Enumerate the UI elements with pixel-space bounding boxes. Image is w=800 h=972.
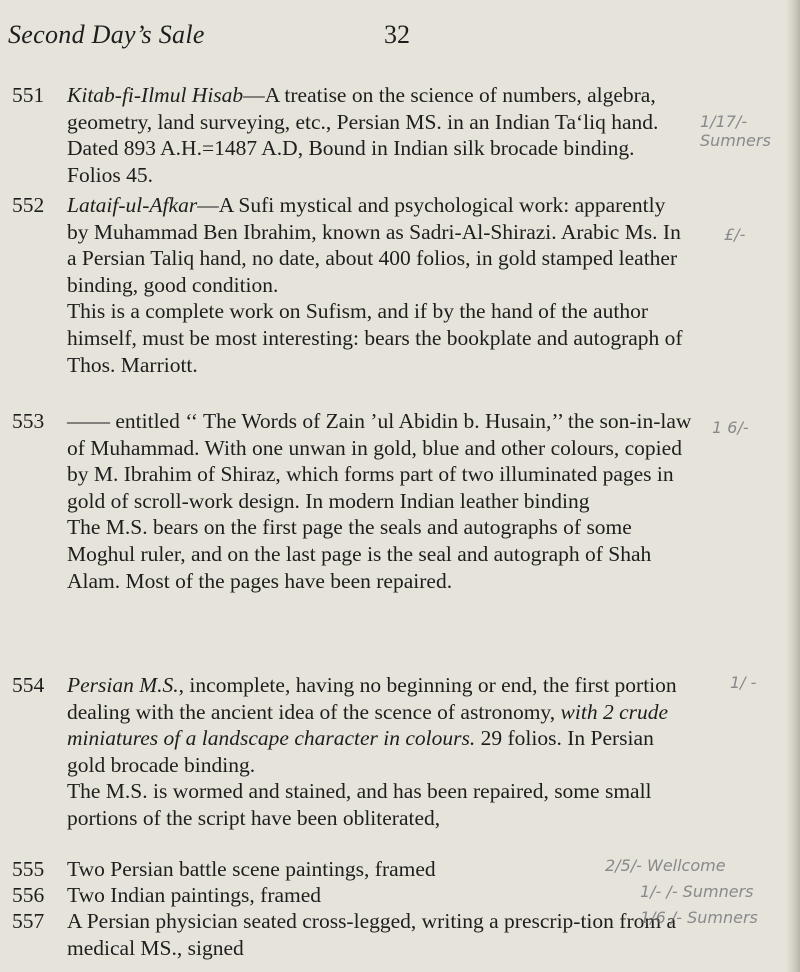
margin-note-555: 2/5/- Wellcome: [605, 856, 726, 875]
lot-note: The M.S. is wormed and stained, and has been repaired, some small portions of the script have been obliterated,: [67, 779, 652, 830]
lot-551: [12, 82, 692, 188]
lot-description: [67, 192, 692, 298]
lot-number: 557: [12, 909, 45, 933]
lot-description: —— entitled ‘‘ The Words of Zain ’ul Abidin b. Husain,’’ the son-in-law of Muhammad. With one unwan in gold, blue and other colours, copied by M. Ibrahim of Shiraz, which forms part of two illuminated pages in gold of scroll-work design. In modern Indian leather binding: [67, 409, 692, 513]
lot-text: —A Sufi mystical and psychological work: apparently by Muhammad Ben Ibrahim, known as Sadri-Al-Shirazi. Arabic Ms. In a Persian Taliq hand, no date, about 400 folios, in gold stamped leather binding, good condition.: [67, 193, 681, 297]
lot-title: Lataif-ul-Afkar: [67, 193, 198, 217]
margin-note-553: 1 6/-: [712, 418, 749, 437]
lot-title: Kitab-fi-Ilmul Hisab: [67, 83, 244, 107]
lot-number: 553: [12, 409, 45, 433]
lot-number: 551: [12, 83, 45, 107]
lot-553: [12, 408, 692, 594]
lot-note: The M.S. bears on the first page the seals and autographs of some Moghul ruler, and on the last page is the seal and autograph of Shah Alam. Most of the pages have been repaired.: [67, 515, 652, 593]
running-title: Second Day’s Sale: [8, 20, 205, 49]
lot-number: 552: [12, 193, 45, 217]
lot-text-italic: with 2 crude miniatures of a landscape character in colours.: [67, 699, 669, 751]
lot-555: [12, 856, 692, 883]
lot-description: Two Indian paintings, framed: [67, 883, 322, 907]
lot-description: [67, 672, 692, 778]
page-number: 32: [384, 20, 410, 49]
lot-description: A Persian physician seated cross-legged, writing a prescrip-tion from a medical MS., signed: [67, 909, 676, 960]
margin-note-554: 1/ -: [730, 673, 757, 692]
lot-description: [67, 82, 692, 188]
margin-note-551: 1/17/- Sumners: [700, 112, 771, 150]
lot-text: 29 folios. In Persian gold brocade binding.: [67, 726, 654, 777]
lot-number: 556: [12, 883, 45, 907]
lot-number: 555: [12, 857, 45, 881]
margin-note-557: 1/6 /- Sumners: [640, 908, 758, 927]
page-header: [8, 20, 768, 64]
lot-title: Persian M.S.: [67, 673, 179, 697]
lot-number: 554: [12, 673, 45, 697]
lot-552: [12, 192, 692, 378]
lot-text: —A treatise on the science of numbers, algebra, geometry, land surveying, etc., Persian MS. in an Indian Ta‘liq hand. Dated 893 A.H.=1487 A.D, Bound in Indian silk brocade binding. Folios 45.: [67, 83, 659, 187]
lot-description: Two Persian battle scene paintings, framed: [67, 857, 436, 881]
lot-text: , incomplete, having no beginning or end, the first portion dealing with the ancient idea of the scence of astronomy,: [67, 673, 677, 724]
lot-556: [12, 882, 692, 909]
margin-note-552: £/-: [724, 225, 746, 244]
lot-note: This is a complete work on Sufism, and if by the hand of the author himself, must be most interesting: bears the bookplate and autograph of Thos. Marriott.: [67, 299, 683, 377]
margin-note-556: 1/- /- Sumners: [640, 882, 754, 901]
lot-557: [12, 908, 692, 961]
lot-554: [12, 672, 692, 832]
